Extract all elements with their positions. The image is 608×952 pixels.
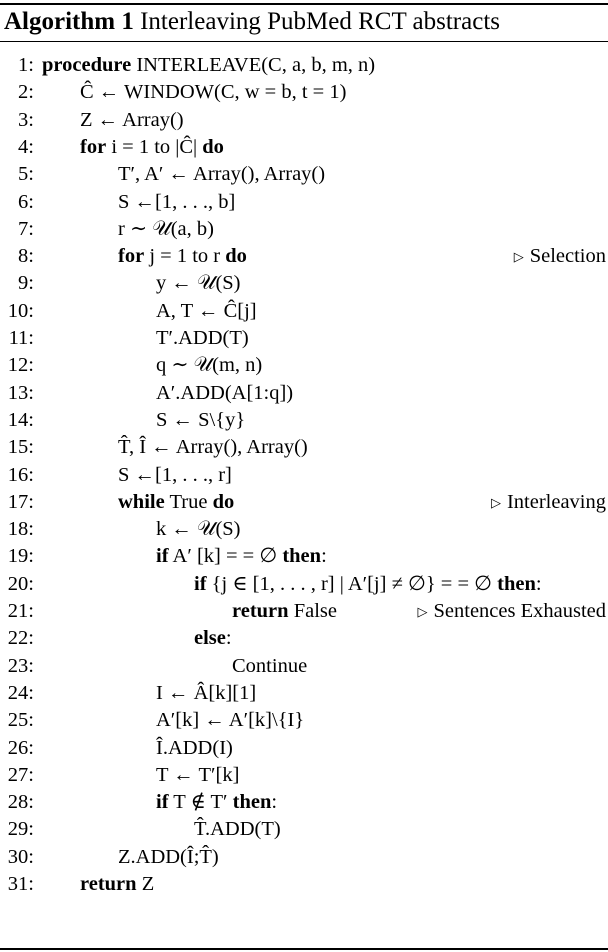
line-number: 9: bbox=[18, 272, 34, 295]
algorithm-line bbox=[0, 680, 608, 707]
algorithm-label: Algorithm 1 bbox=[4, 8, 134, 35]
comment-text: Sentences Exhausted bbox=[433, 600, 606, 622]
algorithm-line bbox=[0, 844, 608, 871]
comment-triangle-icon: ▷ bbox=[417, 604, 428, 619]
line-number: 20: bbox=[7, 572, 34, 595]
line-comment bbox=[418, 598, 607, 625]
line-code: r ∼ 𝒰(a, b) bbox=[118, 217, 214, 240]
algorithm-line bbox=[0, 816, 608, 843]
line-code: S ←[1, . . ., r] bbox=[118, 463, 232, 486]
line-number: 15: bbox=[7, 436, 34, 459]
line-code: I ← Â[k][1] bbox=[156, 681, 257, 704]
algorithm-line bbox=[0, 462, 608, 489]
line-number: 25: bbox=[7, 709, 34, 732]
line-number: 3: bbox=[18, 108, 34, 131]
algorithm-line bbox=[0, 571, 608, 598]
line-comment bbox=[514, 243, 606, 270]
algorithm-line bbox=[0, 598, 608, 625]
line-code: S ←[1, . . ., b] bbox=[118, 190, 236, 213]
line-number: 16: bbox=[7, 463, 34, 486]
line-code: T′.ADD(T) bbox=[156, 327, 249, 349]
algorithm-line bbox=[0, 270, 608, 297]
line-number: 31: bbox=[7, 873, 34, 895]
line-code: if {j ∈ [1, . . . , r] | A′[j] ≠ ∅} = = ∅ then: bbox=[194, 572, 542, 595]
algorithm-line bbox=[0, 52, 608, 79]
line-number: 22: bbox=[7, 627, 34, 650]
line-code: T̂, Î ← Array(), Array() bbox=[118, 436, 308, 459]
algorithm-line bbox=[0, 407, 608, 434]
line-number: 13: bbox=[7, 381, 34, 404]
line-code: if T ∉ T′ then: bbox=[156, 791, 278, 814]
line-number: 27: bbox=[7, 763, 34, 786]
line-code: Continue bbox=[232, 654, 308, 677]
line-number: 12: bbox=[7, 354, 34, 377]
line-code: return Z bbox=[80, 873, 155, 895]
line-number: 6: bbox=[18, 190, 34, 213]
algorithm-line bbox=[0, 707, 608, 734]
line-number: 24: bbox=[7, 681, 34, 704]
line-code: A′[k] ← A′[k]\{I} bbox=[156, 709, 305, 732]
line-number: 19: bbox=[7, 545, 34, 568]
line-code: for i = 1 to |Ĉ| do bbox=[80, 135, 224, 158]
line-code: if A′ [k] = = ∅ then: bbox=[156, 545, 327, 568]
line-code: S ← S\{y} bbox=[156, 408, 246, 431]
line-number: 8: bbox=[18, 245, 34, 268]
line-code: y ← 𝒰(S) bbox=[156, 272, 241, 295]
line-code: for j = 1 to r do bbox=[118, 245, 247, 268]
line-number: 11: bbox=[8, 327, 34, 349]
line-code: Z ← Array() bbox=[80, 108, 184, 131]
algorithm-line bbox=[0, 516, 608, 543]
algorithm-line bbox=[0, 298, 608, 325]
algorithm-title: Interleaving PubMed RCT abstracts bbox=[140, 8, 500, 35]
algorithm-line bbox=[0, 243, 608, 270]
algorithm-line bbox=[0, 789, 608, 816]
line-number: 18: bbox=[7, 518, 34, 541]
line-comment bbox=[491, 489, 606, 516]
algorithm-line bbox=[0, 380, 608, 407]
algorithm-line bbox=[0, 735, 608, 762]
algorithm-line bbox=[0, 871, 608, 898]
algorithm-line bbox=[0, 161, 608, 188]
line-code: Ĉ ← WINDOW(C, w = b, t = 1) bbox=[80, 81, 347, 104]
comment-triangle-icon: ▷ bbox=[490, 494, 501, 510]
algorithm-line bbox=[0, 543, 608, 570]
line-code: A′.ADD(A[1:q]) bbox=[156, 381, 294, 404]
line-code: T̂.ADD(T) bbox=[194, 818, 281, 841]
line-code: T ← T′[k] bbox=[156, 763, 240, 786]
line-number: 2: bbox=[18, 81, 34, 104]
line-number: 29: bbox=[7, 818, 34, 841]
line-code: while True do bbox=[118, 490, 235, 513]
algorithm-line bbox=[0, 79, 608, 106]
line-code: procedure INTERLEAVE(C, a, b, m, n) bbox=[42, 54, 376, 76]
line-code: k ← 𝒰(S) bbox=[156, 518, 241, 541]
line-number: 23: bbox=[7, 654, 34, 677]
comment-text: Selection bbox=[529, 245, 606, 268]
comment-triangle-icon: ▷ bbox=[513, 249, 524, 265]
line-code: Z.ADD(Î;T̂) bbox=[118, 845, 219, 868]
line-number: 17: bbox=[7, 490, 34, 513]
caption-rule bbox=[0, 41, 608, 42]
algorithm-line bbox=[0, 489, 608, 516]
algorithm-line bbox=[0, 352, 608, 379]
line-number: 21: bbox=[7, 600, 34, 622]
line-code: A, T ← Ĉ[j] bbox=[156, 299, 257, 322]
line-code: else: bbox=[194, 627, 232, 650]
algorithm-line bbox=[0, 653, 608, 680]
line-number: 7: bbox=[18, 217, 34, 240]
line-number: 10: bbox=[7, 299, 34, 322]
algorithm-line bbox=[0, 434, 608, 461]
algorithm-line bbox=[0, 216, 608, 243]
line-number: 30: bbox=[7, 845, 34, 868]
line-number: 4: bbox=[18, 135, 34, 158]
algorithm-line bbox=[0, 134, 608, 161]
top-rule bbox=[0, 3, 608, 5]
algorithm-caption bbox=[4, 8, 500, 36]
line-code: q ∼ 𝒰(m, n) bbox=[156, 354, 263, 377]
line-number: 26: bbox=[7, 736, 34, 759]
line-code: Î.ADD(I) bbox=[156, 736, 233, 759]
algorithm-line bbox=[0, 189, 608, 216]
line-number: 28: bbox=[7, 791, 34, 814]
line-number: 14: bbox=[7, 408, 34, 431]
algorithm-line bbox=[0, 107, 608, 134]
algorithm-line bbox=[0, 762, 608, 789]
line-number: 1: bbox=[18, 54, 34, 76]
bottom-rule bbox=[0, 948, 608, 950]
line-code: return False bbox=[232, 600, 337, 622]
comment-text: Interleaving bbox=[506, 490, 606, 513]
algorithm-line bbox=[0, 325, 608, 352]
line-number: 5: bbox=[18, 163, 34, 186]
line-code: T′, A′ ← Array(), Array() bbox=[118, 163, 326, 186]
algorithm-line bbox=[0, 625, 608, 652]
